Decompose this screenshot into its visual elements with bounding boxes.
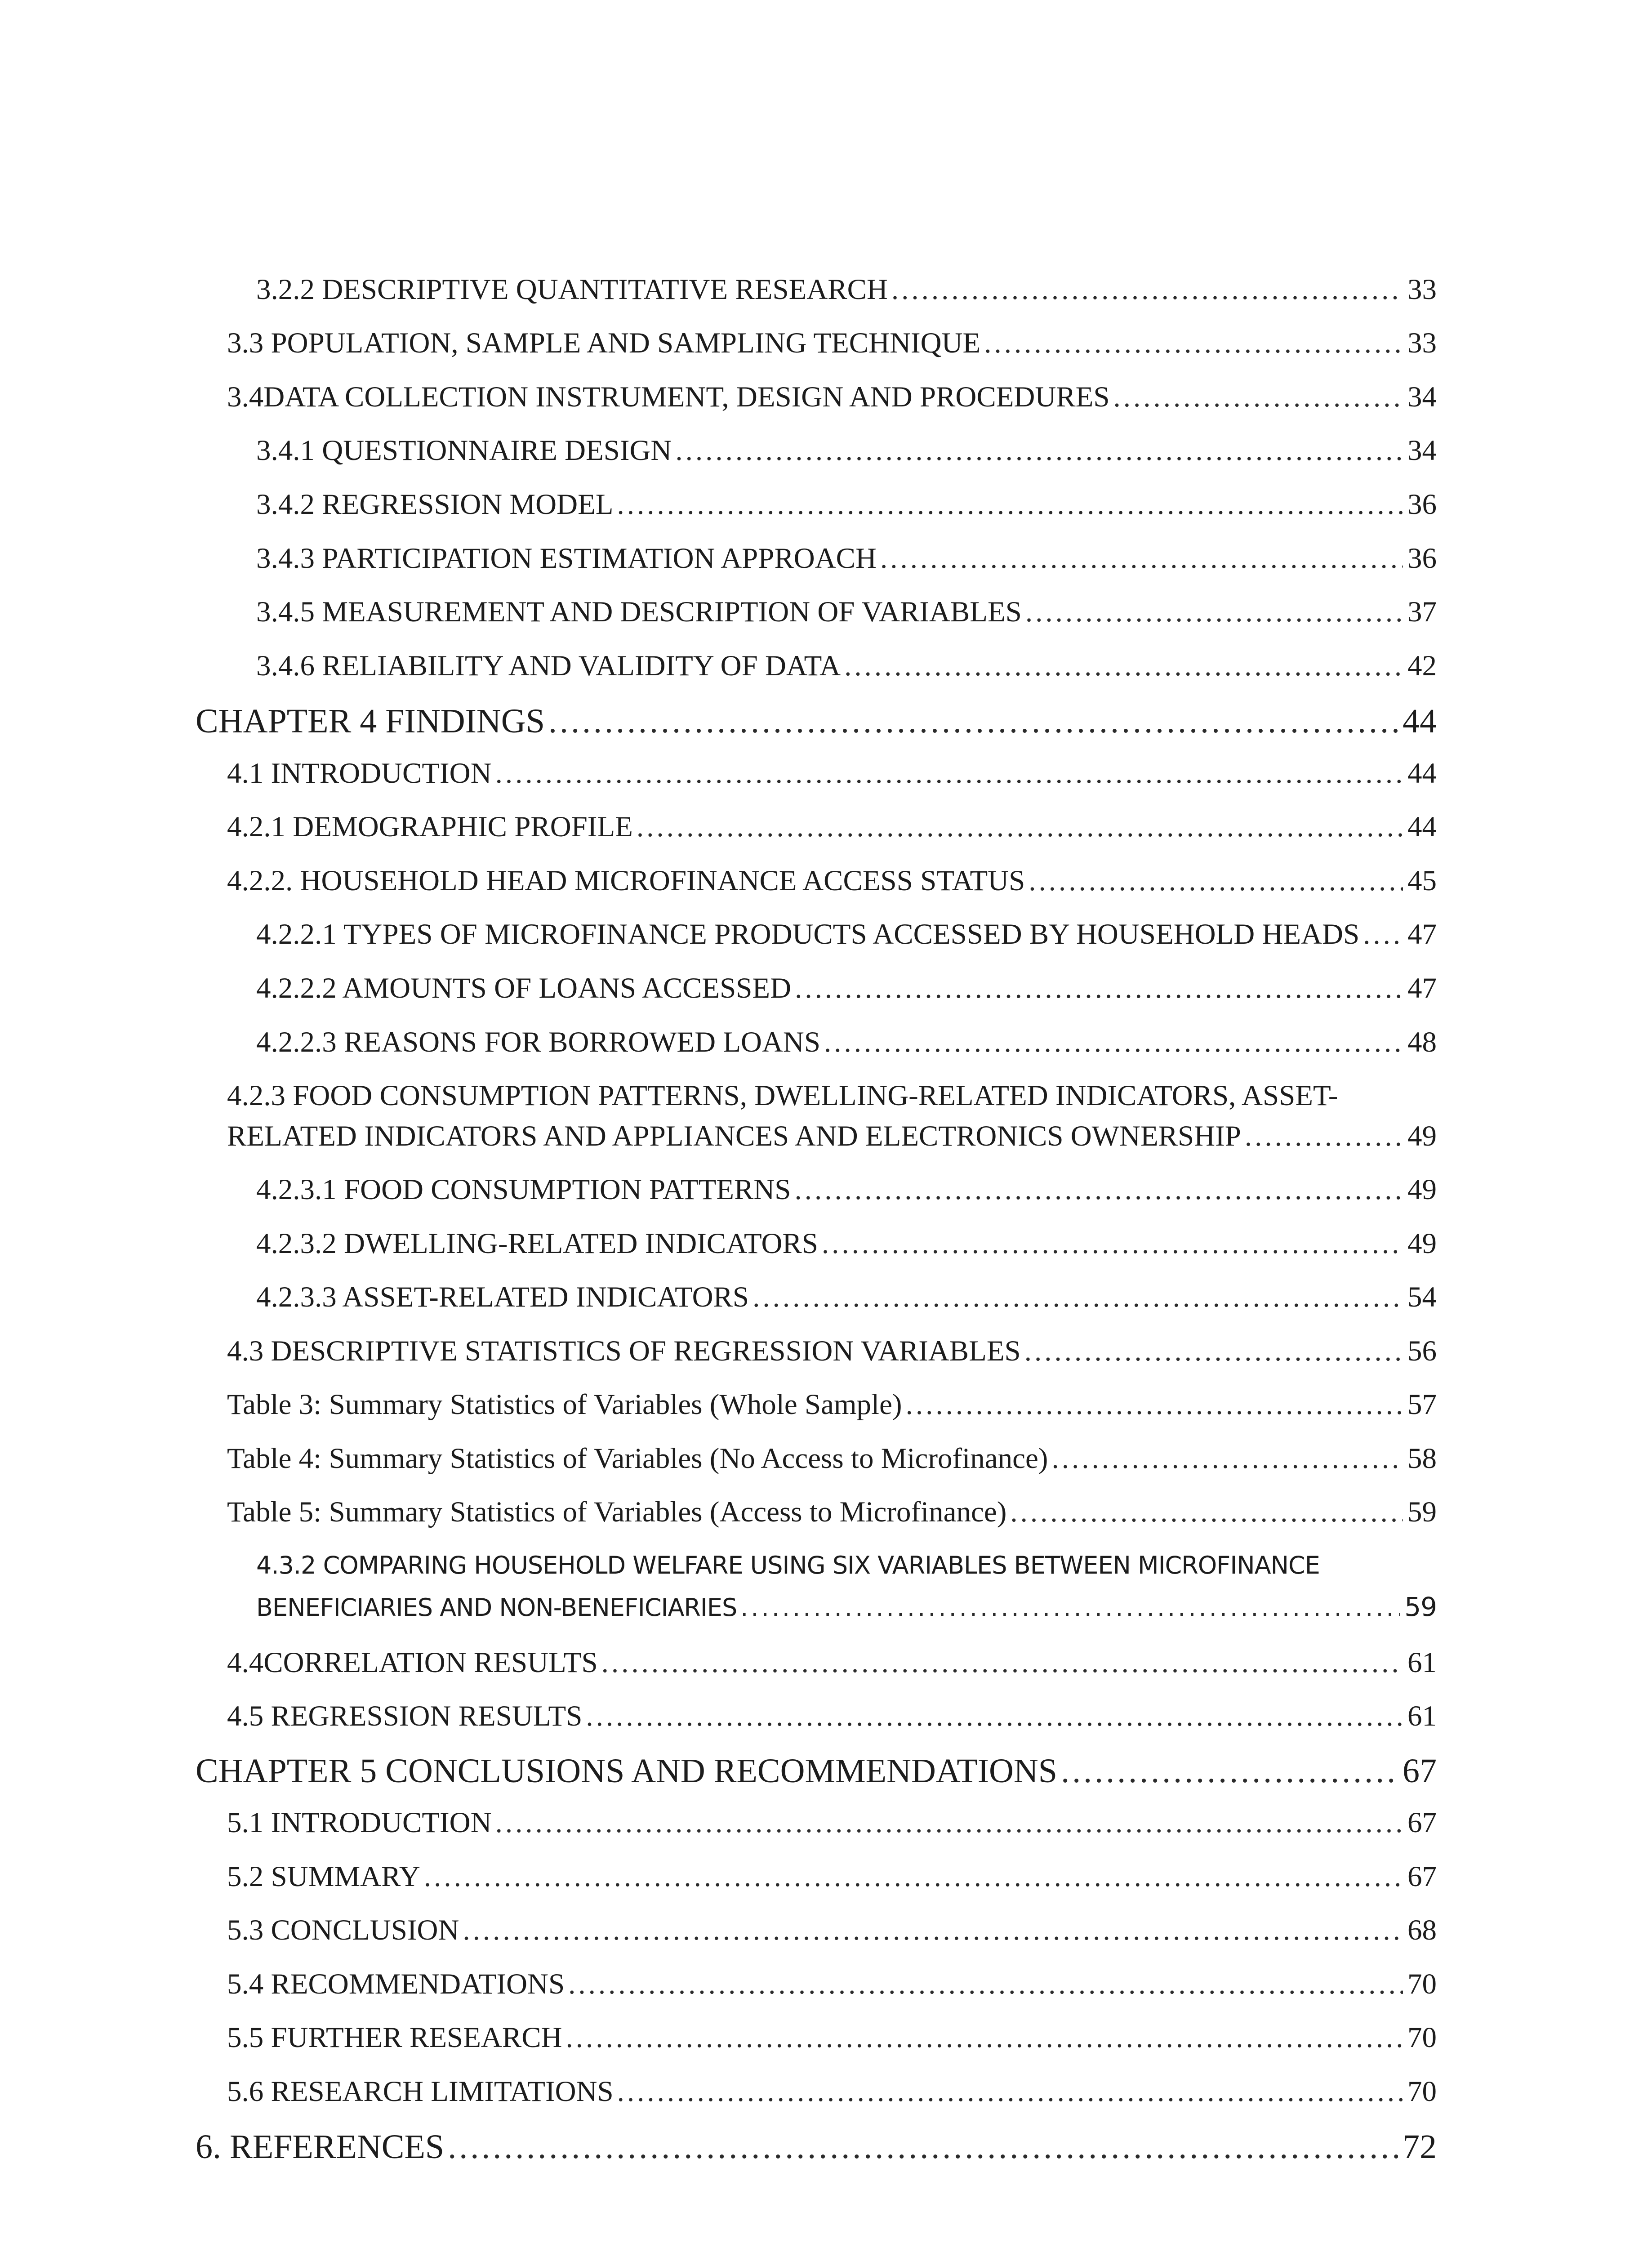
dot-leader: [601, 1648, 1403, 1677]
dot-leader: [675, 436, 1403, 465]
toc-entry-chapter-4[interactable]: [196, 704, 1437, 738]
toc-entry-page: 44: [1407, 757, 1437, 789]
toc-entry-4-2-3-1[interactable]: [256, 1175, 1437, 1204]
toc-entry-4-2-2-2[interactable]: [256, 974, 1437, 1003]
toc-entry-title: 3.4.1 QUESTIONNAIRE DESIGN: [256, 434, 672, 467]
toc-entry-3-4[interactable]: [227, 383, 1437, 412]
toc-entry-4-2-3-2[interactable]: [256, 1229, 1437, 1258]
toc-entry-4-1[interactable]: [227, 759, 1437, 788]
toc-entry-title: 5.3 CONCLUSION: [227, 1914, 459, 1946]
dot-leader: [1010, 1498, 1403, 1527]
toc-entry-5-3[interactable]: [227, 1916, 1437, 1945]
toc-entry-page: 61: [1407, 1646, 1437, 1679]
toc-entry-table-3[interactable]: [227, 1390, 1437, 1419]
toc-entry-title: 4.4CORRELATION RESULTS: [227, 1646, 598, 1679]
toc-entry-3-4-6[interactable]: [256, 651, 1437, 681]
toc-entry-3-2-2[interactable]: [256, 275, 1437, 304]
dot-leader: [844, 651, 1403, 681]
toc-entry-5-6[interactable]: [227, 2077, 1437, 2106]
toc-entry-title: 3.4.3 PARTICIPATION ESTIMATION APPROACH: [256, 542, 877, 575]
toc-entry-4-2-3-line1[interactable]: 4.2.3 FOOD CONSUMPTION PATTERNS, DWELLING-RELATED INDICATORS, ASSET-: [227, 1079, 1338, 1112]
toc-entry-page: 36: [1407, 542, 1437, 575]
toc-entry-title: 4.2.1 DEMOGRAPHIC PROFILE: [227, 811, 633, 843]
toc-entry-title: CHAPTER 5 CONCLUSIONS AND RECOMMENDATIONS: [196, 1752, 1058, 1790]
toc-entry-4-5[interactable]: [227, 1702, 1437, 1731]
toc-entry-page: 45: [1407, 865, 1437, 897]
toc-entry-title: 4.2.2. HOUSEHOLD HEAD MICROFINANCE ACCESS STATUS: [227, 865, 1025, 897]
toc-entry-title: Table 3: Summary Statistics of Variables (Whole Sample): [227, 1388, 902, 1421]
dot-leader: [463, 1916, 1403, 1945]
toc-entry-title: 3.3 POPULATION, SAMPLE AND SAMPLING TECHNIQUE: [227, 327, 981, 359]
dot-leader: [586, 1702, 1403, 1731]
toc-entry-page: 34: [1407, 434, 1437, 467]
toc-entry-4-2-3[interactable]: [227, 1122, 1437, 1151]
dot-leader: [568, 1970, 1403, 1999]
toc-entry-title: 4.5 REGRESSION RESULTS: [227, 1700, 583, 1732]
toc-entry-table-4[interactable]: [227, 1444, 1437, 1473]
toc-entry-title: 4.2.3.2 DWELLING-RELATED INDICATORS: [256, 1227, 818, 1260]
toc-entry-title: BENEFICIARIES AND NON-BENEFICIARIES: [256, 1593, 737, 1622]
toc-entry-chapter-5[interactable]: [196, 1754, 1437, 1788]
dot-leader: [548, 704, 1398, 738]
dot-leader: [891, 275, 1403, 304]
toc-entry-title: 4.2.2.1 TYPES OF MICROFINANCE PRODUCTS ACCESSED BY HOUSEHOLD HEADS: [256, 918, 1360, 950]
dot-leader: [1051, 1444, 1403, 1473]
dot-leader: [1061, 1754, 1398, 1788]
toc-entry-3-4-2[interactable]: [256, 490, 1437, 519]
dot-leader: [753, 1283, 1403, 1312]
toc-entry-page: 57: [1407, 1388, 1437, 1421]
toc-entry-page: 36: [1407, 488, 1437, 521]
toc-entry-4-3[interactable]: [227, 1337, 1437, 1366]
dot-leader: [1025, 598, 1403, 627]
toc-entry-title: 3.4.5 MEASUREMENT AND DESCRIPTION OF VARIABLES: [256, 596, 1022, 628]
toc-entry-title: 5.6 RESEARCH LIMITATIONS: [227, 2075, 614, 2108]
toc-entry-page: 59: [1407, 1496, 1437, 1528]
dot-leader: [424, 1862, 1403, 1891]
dot-leader: [795, 974, 1403, 1003]
toc-entry-title: 5.2 SUMMARY: [227, 1860, 420, 1893]
toc-entry-title: 3.4DATA COLLECTION INSTRUMENT, DESIGN AND PROCEDURES: [227, 381, 1110, 413]
toc-entry-table-5[interactable]: [227, 1498, 1437, 1527]
toc-entry-page: 33: [1407, 273, 1437, 306]
dot-leader: [617, 490, 1403, 519]
dot-leader: [880, 544, 1403, 573]
toc-entry-4-2-2-1[interactable]: [256, 920, 1437, 949]
toc-entry-title: 4.2.3.1 FOOD CONSUMPTION PATTERNS: [256, 1173, 791, 1206]
dot-leader: [1363, 920, 1403, 949]
dot-leader: [495, 1808, 1403, 1838]
dot-leader: [984, 329, 1403, 358]
toc-entry-title: 6. REFERENCES: [196, 2128, 445, 2166]
toc-entry-title: 4.2.2.3 REASONS FOR BORROWED LOANS: [256, 1026, 820, 1058]
toc-entry-3-3[interactable]: [227, 329, 1437, 358]
toc-entry-title: Table 5: Summary Statistics of Variables (Access to Microfinance): [227, 1496, 1007, 1528]
dot-leader: [1024, 1337, 1403, 1366]
toc-entry-title: 5.1 INTRODUCTION: [227, 1806, 492, 1839]
toc-entry-page: 44: [1403, 702, 1437, 740]
toc-entry-page: 70: [1407, 2021, 1437, 2054]
toc-entry-title: 4.3 DESCRIPTIVE STATISTICS OF REGRESSION VARIABLES: [227, 1335, 1021, 1367]
toc-entry-4-2-2-3[interactable]: [256, 1028, 1437, 1057]
toc-entry-page: 34: [1407, 381, 1437, 413]
toc-entry-page: 58: [1407, 1442, 1437, 1475]
dot-leader: [794, 1175, 1403, 1204]
toc-entry-page: 33: [1407, 327, 1437, 359]
toc-entry-title: 4.2.3.3 ASSET-RELATED INDICATORS: [256, 1281, 749, 1313]
dot-leader: [1029, 866, 1403, 896]
dot-leader: [448, 2130, 1398, 2164]
toc-entry-page: 70: [1407, 2075, 1437, 2108]
toc-entry-page: 59: [1404, 1592, 1437, 1622]
toc-entry-references[interactable]: [196, 2130, 1437, 2164]
toc-entry-title: 5.5 FURTHER RESEARCH: [227, 2021, 562, 2054]
toc-entry-page: 67: [1407, 1806, 1437, 1839]
toc-entry-4-4[interactable]: [227, 1648, 1437, 1677]
toc-entry-4-2-2[interactable]: [227, 866, 1437, 896]
toc-entry-title: 3.2.2 DESCRIPTIVE QUANTITATIVE RESEARCH: [256, 273, 888, 306]
toc-entry-title: Table 4: Summary Statistics of Variables (No Access to Microfinance): [227, 1442, 1048, 1475]
toc-entry-page: 49: [1407, 1120, 1437, 1152]
toc-entry-page: 48: [1407, 1026, 1437, 1058]
toc-entry-page: 67: [1407, 1860, 1437, 1893]
toc-entry-page: 49: [1407, 1173, 1437, 1206]
dot-leader: [824, 1028, 1403, 1057]
toc-entry-page: 37: [1407, 596, 1437, 628]
toc-entry-3-4-5[interactable]: [256, 598, 1437, 627]
toc-entry-page: 47: [1407, 972, 1437, 1004]
toc-entry-page: 44: [1407, 811, 1437, 843]
toc-entry-page: 42: [1407, 650, 1437, 682]
dot-leader: [1113, 383, 1403, 412]
toc-entry-3-4-3[interactable]: [256, 544, 1437, 573]
toc-entry-5-2[interactable]: [227, 1862, 1437, 1891]
toc-entry-title: CHAPTER 4 FINDINGS: [196, 702, 545, 740]
toc-entry-title: 4.1 INTRODUCTION: [227, 757, 492, 789]
toc-entry-title: 3.4.6 RELIABILITY AND VALIDITY OF DATA: [256, 650, 841, 682]
toc-entry-title: 4.2.2.2 AMOUNTS OF LOANS ACCESSED: [256, 972, 792, 1004]
dot-leader: [617, 2077, 1403, 2106]
toc-entry-page: 72: [1403, 2128, 1437, 2166]
toc-entry-page: 68: [1407, 1914, 1437, 1946]
toc-entry-page: 54: [1407, 1281, 1437, 1313]
toc-entry-3-4-1[interactable]: [256, 436, 1437, 465]
toc-entry-page: 47: [1407, 918, 1437, 950]
dot-leader: [566, 2023, 1403, 2052]
toc-entry-4-2-3-3[interactable]: [256, 1283, 1437, 1312]
toc-entry-4-3-2[interactable]: [256, 1594, 1437, 1620]
toc-entry-page: 56: [1407, 1335, 1437, 1367]
toc-entry-page: 70: [1407, 1968, 1437, 2000]
toc-entry-5-1[interactable]: [227, 1808, 1437, 1838]
toc-entry-5-5[interactable]: [227, 2023, 1437, 2052]
toc-entry-title: 5.4 RECOMMENDATIONS: [227, 1968, 565, 2000]
dot-leader: [906, 1390, 1403, 1419]
dot-leader: [637, 812, 1403, 842]
toc-entry-page: 67: [1403, 1752, 1437, 1790]
toc-entry-page: 61: [1407, 1700, 1437, 1732]
toc-entry-4-2-1[interactable]: [227, 812, 1437, 842]
dot-leader: [822, 1229, 1403, 1258]
toc-entry-title: 3.4.2 REGRESSION MODEL: [256, 488, 614, 521]
dot-leader: [495, 759, 1403, 788]
toc-entry-4-3-2-line1[interactable]: 4.3.2 COMPARING HOUSEHOLD WELFARE USING SIX VARIABLES BETWEEN MICROFINANCE: [256, 1551, 1320, 1579]
toc-entry-title: RELATED INDICATORS AND APPLIANCES AND ELECTRONICS OWNERSHIP: [227, 1120, 1241, 1152]
dot-leader: [1245, 1122, 1403, 1151]
toc-entry-page: 49: [1407, 1227, 1437, 1260]
dot-leader: [740, 1596, 1400, 1620]
toc-entry-5-4[interactable]: [227, 1970, 1437, 1999]
